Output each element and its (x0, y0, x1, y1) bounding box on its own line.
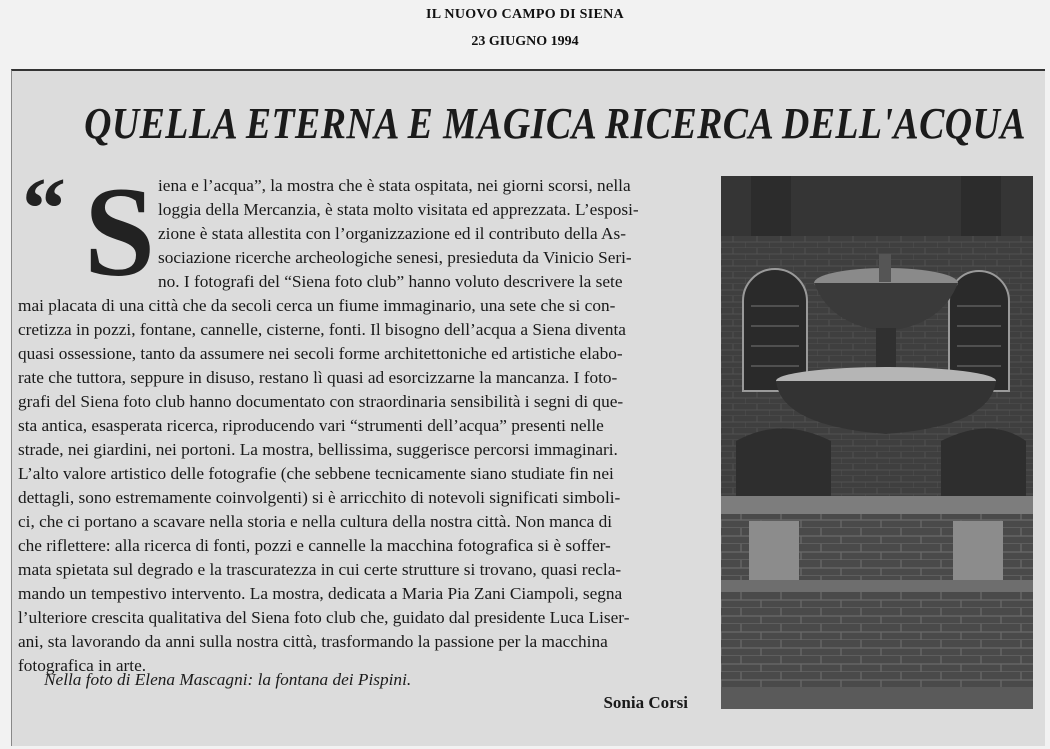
author-byline: Sonia Corsi (603, 693, 688, 712)
body-line: dettagli, sono estremamente coinvolgenti) si è arricchito di notevoli significati simboli- (18, 488, 621, 507)
body-line: rate che tuttora, seppure in disuso, restano lì quasi ad esorcizzarne la mancanza. I foto- (18, 368, 618, 387)
body-line: ani, sta lavorando da anni sulla nostra città, trasformando la passione per la macchina (18, 632, 608, 651)
body-line: no. I fotografi del “Siena foto club” hanno voluto descrivere la sete (158, 272, 623, 291)
body-line: mata spietata sul degrado e la trascuratezza in cui certe strutture si trovano, quasi recla- (18, 560, 622, 579)
body-line: fotografica in arte. (18, 656, 147, 675)
publication-date: 23 GIUGNO 1994 (471, 34, 579, 49)
body-line: grafi del Siena foto club hanno documentato con straordinaria sensibilità i segni di que- (18, 392, 624, 411)
drop-cap-letter: S (84, 161, 156, 303)
body-line: strade, nei giardini, nei portoni. La mostra, bellissima, suggerisce percorsi immaginari. (18, 440, 618, 459)
body-line: mando un tempestivo intervento. La mostra, dedicata a Maria Pia Zani Ciampoli, segna (18, 584, 623, 603)
body-line: quasi ossessione, tanto da assumere nei secoli forme architettoniche ed artistiche elabo- (18, 344, 623, 363)
body-line: mai placata di una città che da secoli cerca un fiume immaginario, una sete che si con- (18, 296, 616, 315)
opening-quote-mark: “ (22, 161, 66, 258)
body-line: loggia della Mercanzia, è stata molto visitata ed apprezzata. L’esposi- (158, 200, 639, 219)
photo-caption: Nella foto di Elena Mascagni: la fontana dei Pispini. (44, 670, 412, 689)
body-line: zione è stata allestita con l’organizzazione ed il contributo della As- (158, 224, 627, 243)
body-line: l’ulteriore crescita qualitativa del Siena foto club che, guidato dal presidente Luca Liser- (18, 608, 630, 627)
body-line: sociazione ricerche archeologiche senesi, presieduta da Vinicio Seri- (158, 248, 632, 267)
body-line: L’alto valore artistico delle fotografie (che sebbene tecnicamente siano studiate fin nei (18, 464, 614, 483)
article-headline: QUELLA ETERNA E MAGICA RICERCA DELL'ACQUA (84, 99, 1026, 148)
body-line: ci, che ci portano a scavare nella storia e nella cultura della nostra città. Non manca di (18, 512, 613, 531)
body-line: che riflettere: alla ricerca di fonti, pozzi e cannelle la macchina fotografica si è soffer- (18, 536, 611, 555)
publication-name: IL NUOVO CAMPO DI SIENA (426, 7, 624, 22)
body-line: sta antica, esasperata ricerca, riproducendo vari “strumenti dell’acqua” presenti nelle (18, 416, 604, 435)
body-line: cretizza in pozzi, fontane, cannelle, cisterne, fonti. Il bisogno dell’acqua a Siena diventa (18, 320, 626, 339)
body-line: iena e l’acqua”, la mostra che è stata ospitata, nei giorni scorsi, nella (158, 176, 631, 195)
fountain-photo (721, 176, 1033, 709)
